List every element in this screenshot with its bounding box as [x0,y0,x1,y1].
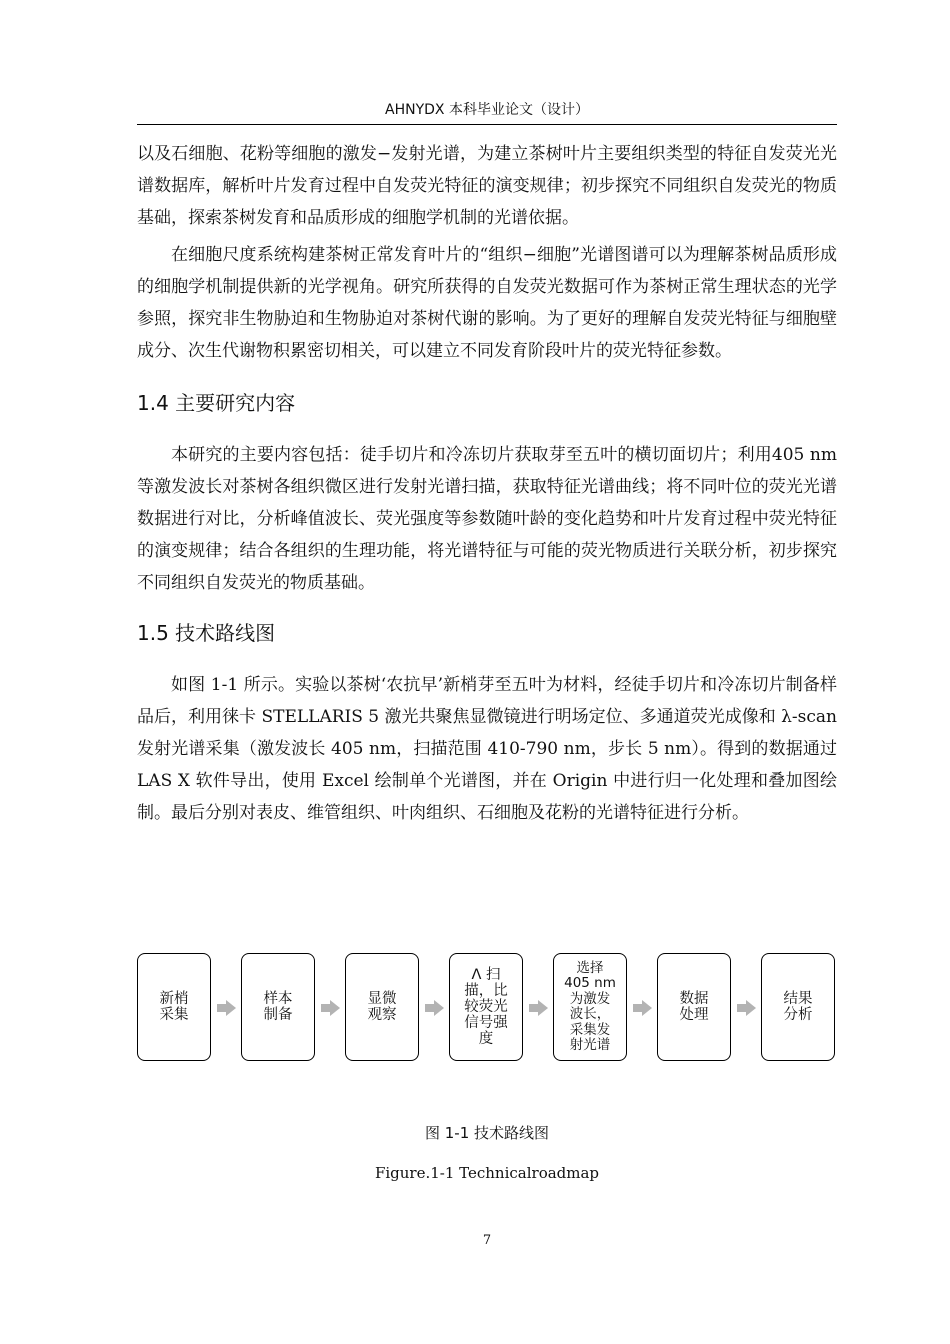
flow-step-text: 制备 [263,1007,293,1023]
flow-step-text: 结果 [783,991,813,1007]
arrow-right-icon [737,1000,757,1016]
flow-step-text: 样本 [263,991,293,1007]
flow-step-text: 描，比 [464,983,508,999]
flow-step-text: 信号强 [464,1015,508,1031]
flow-step-lambda-scan [449,953,523,1061]
flow-step-text: 数据 [679,991,709,1007]
header-rule [137,124,837,125]
flow-step-text: 采集发 [569,1021,611,1038]
flow-step-text: 为激发 [569,990,611,1007]
flow-step-text: 显微 [367,991,397,1007]
section-heading-1-5: 1.5 技术路线图 [137,621,276,645]
flow-step-text: 较荧光 [464,999,508,1015]
technical-roadmap-flowchart [137,953,837,1063]
section-heading-1-4: 1.4 主要研究内容 [137,391,296,415]
paragraph-spectral-atlas: 在细胞尺度系统构建茶树正常发育叶片的“组织−细胞”光谱图谱可以为理解茶树品质形成的细胞学机制提供新的光学视角。研究所获得的自发荧光数据可作为茶树正常生理状态的光学参照，探究非生物胁迫和生物胁迫对茶树代谢的影响。为了更好的理解自发荧光特征与细胞壁成分、次生代谢物积累密切相关，可以建立不同发育阶段叶片的荧光特征参数。 [137,245,837,361]
flow-step-result-analysis [761,953,835,1061]
page-number: 7 [482,1233,492,1248]
flow-step-text: 分析 [783,1007,813,1023]
flow-step-shoot-collection [137,953,211,1061]
paragraph-roadmap: 如图 1-1 所示。实验以茶树‘农抗早’新梢芽至五叶为材料，经徒手切片和冷冻切片制备样品后，利用徕卡 STELLARIS 5 激光共聚焦显微镜进行明场定位、多通道荧光成像和 λ-scan 发射光谱采集（激发波长 405 nm，扫描范围 410-790 nm，步长 5 nm）。得到的数据通过 LAS X 软件导出，使用 Excel 绘制单个光谱图，并在 Origin 中进行归一化处理和叠加图绘制。最后分别对表皮、维管组织、叶肉组织、石细胞及花粉的光谱特征进行分析。 [137,675,837,823]
flow-step-sample-prep [241,953,315,1061]
flow-step-text: 采集 [159,1007,189,1023]
flow-step-text: 波长， [569,1006,611,1022]
flow-step-data-processing [657,953,731,1061]
flow-step-text: 选择 [576,959,604,976]
flow-step-text: 观察 [367,1007,397,1023]
flow-step-text: 新梢 [159,991,189,1007]
paragraph-main-content: 本研究的主要内容包括：徒手切片和冷冻切片获取芽至五叶的横切面切片；利用405 nm 等激发波长对茶树各组织微区进行发射光谱扫描，获取特征光谱曲线；将不同叶位的荧光光谱数据进行对比，分析峰值波长、荧光强度等参数随叶龄的变化趋势和叶片发育过程中荧光特征的演变规律；结合各组织的生理功能，将光谱特征与可能的荧光物质进行关联分析，初步探究不同组织自发荧光的物质基础。 [137,445,837,593]
main-content [137,138,837,829]
figure-caption-en: Figure.1-1 Technicalroadmap [374,1164,600,1182]
paragraph-continuation: 以及石细胞、花粉等细胞的激发−发射光谱，为建立茶树叶片主要组织类型的特征自发荧光光谱数据库，解析叶片发育过程中自发荧光特征的演变规律；初步探究不同组织自发荧光的物质基础，探索茶树发育和品质形成的细胞学机制的光谱依据。 [137,144,837,228]
arrow-right-icon [321,1000,341,1016]
flow-step-text: 射光谱 [569,1037,611,1053]
arrow-right-icon [217,1000,237,1016]
flow-step-text: 处理 [679,1007,709,1023]
flow-step-text: Λ 扫 [471,967,501,983]
flow-step-microscopy [345,953,419,1061]
figure-caption-cn: 图 1-1 技术路线图 [424,1124,550,1142]
arrow-right-icon [425,1000,445,1016]
page-header: AHNYDX 本科毕业论文（设计） [385,102,589,118]
flow-step-text: 度 [478,1031,494,1047]
arrow-right-icon [633,1000,653,1016]
flow-step-text: 405 nm [564,975,616,991]
flow-step-excitation-405 [553,953,627,1061]
arrow-right-icon [529,1000,549,1016]
